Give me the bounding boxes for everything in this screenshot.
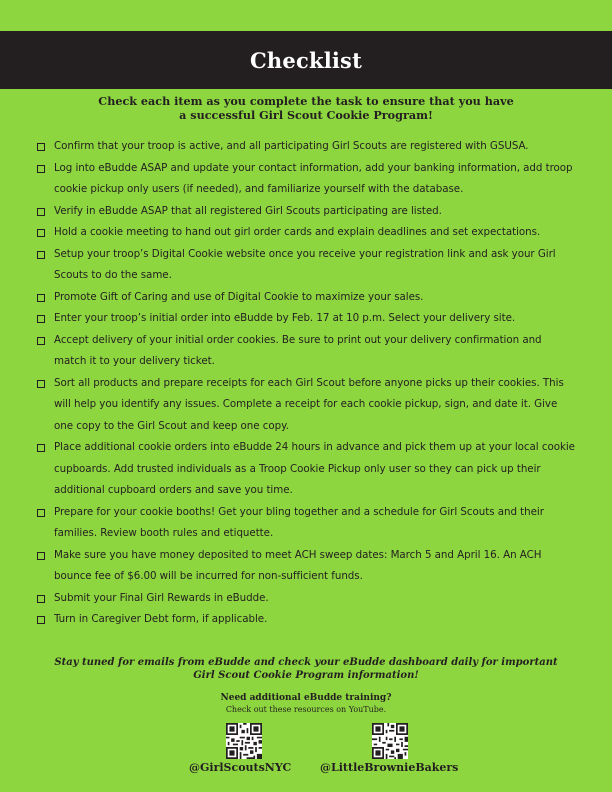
checkbox[interactable] — [37, 509, 45, 517]
checkbox[interactable] — [37, 294, 45, 302]
checklist-item-text: Prepare for your cookie booths! Get your bling together and a schedule for Girl Scouts and their families. Review booth rules and etiquette. — [54, 505, 544, 539]
checklist-item-text: Place additional cookie orders into eBudde 24 hours in advance and pick them up at your local cookie cupboards. Add trusted individuals as a Troop Cookie Pickup only user so they can pick up their additional cupboard orders and save you time. — [54, 441, 575, 496]
checklist-item-text: Confirm that your troop is active, and all participating Girl Scouts are registered with GSUSA. — [54, 140, 529, 152]
checklist-item — [37, 373, 577, 438]
qr-code-right[interactable] — [372, 723, 408, 759]
checkbox[interactable] — [37, 143, 45, 151]
checklist-item — [37, 158, 577, 201]
checkbox[interactable] — [37, 380, 45, 388]
checklist-item-text: Enter your troop’s initial order into eBudde by Feb. 17 at 10 p.m. Select your delivery site. — [54, 312, 516, 324]
checklist-item — [37, 437, 577, 502]
checkbox[interactable] — [37, 552, 45, 560]
checklist-item-text: Hold a cookie meeting to hand out girl order cards and explain deadlines and set expectations. — [54, 226, 541, 238]
checklist-item — [37, 201, 577, 223]
checklist-item — [37, 308, 577, 330]
checklist-item — [37, 502, 577, 545]
checklist-item — [37, 222, 577, 244]
checklist-item — [37, 244, 577, 287]
checkbox[interactable] — [37, 251, 45, 259]
handle-littlebrowniebakers[interactable]: @LittleBrownieBakers — [320, 761, 459, 774]
qr-code-icon — [372, 723, 408, 759]
checklist-item-text: Turn in Caregiver Debt form, if applicable. — [54, 613, 268, 625]
checklist-item — [37, 609, 577, 631]
qr-code-icon — [226, 723, 262, 759]
checkbox[interactable] — [37, 595, 45, 603]
checklist-item — [37, 136, 577, 158]
checklist-item-text: Sort all products and prepare receipts for each Girl Scout before anyone picks up their cookies. This will help you identify any issues. Complete a receipt for each cookie pickup, sign, and date it. Give one copy to the Girl Scout and keep one copy. — [54, 376, 564, 432]
checkbox[interactable] — [37, 337, 45, 345]
checklist-item-text: Make sure you have money deposited to meet ACH sweep dates: March 5 and April 16. An ACH bounce fee of $6.00 will be incurred for non-sufficient funds. — [54, 548, 542, 582]
intro-line-2: a successful Girl Scout Cookie Program! — [179, 108, 433, 122]
checkbox[interactable] — [37, 229, 45, 237]
title-banner — [0, 31, 612, 89]
training-heading: Need additional eBudde training? — [220, 693, 392, 703]
checklist-item — [37, 287, 577, 309]
checklist-item — [37, 545, 577, 588]
checkbox[interactable] — [37, 165, 45, 173]
training-subtitle: Check out these resources on YouTube. — [225, 705, 387, 714]
checklist-item — [37, 588, 577, 610]
checklist-item-text: Verify in eBudde ASAP that all registered Girl Scouts participating are listed. — [54, 204, 442, 217]
footnote-line-1: Stay tuned for emails from eBudde and check your eBudde dashboard daily for important — [54, 657, 558, 668]
handle-girlscoutsnyc[interactable]: @GirlScoutsNYC — [189, 761, 292, 774]
footnote — [40, 656, 572, 682]
checklist-item — [37, 330, 577, 373]
qr-code-left[interactable] — [226, 723, 262, 759]
checkbox[interactable] — [37, 315, 45, 323]
intro-line-1: Check each item as you complete the task to ensure that you have — [98, 94, 514, 108]
checkbox[interactable] — [37, 444, 45, 452]
intro-text — [60, 94, 552, 122]
checklist-item-text: Log into eBudde ASAP and update your contact information, add your banking information, add troop cookie pickup only users (if needed), and familiarize yourself with the database. — [54, 161, 573, 195]
checklist-item-text: Promote Gift of Caring and use of Digital Cookie to maximize your sales. — [54, 290, 424, 303]
checklist-item-text: Setup your troop’s Digital Cookie website once you receive your registration link and ask your Girl Scouts to do the same. — [54, 247, 556, 281]
checkbox[interactable] — [37, 208, 45, 216]
checkbox[interactable] — [37, 616, 45, 624]
checklist-item-text: Accept delivery of your initial order cookies. Be sure to print out your delivery confirmation and match it to your delivery ticket. — [54, 333, 542, 367]
footnote-line-2: Girl Scout Cookie Program information! — [193, 670, 419, 681]
checklist — [37, 136, 577, 631]
page-title: Checklist — [250, 47, 362, 73]
checklist-item-text: Submit your Final Girl Rewards in eBudde. — [54, 591, 269, 604]
